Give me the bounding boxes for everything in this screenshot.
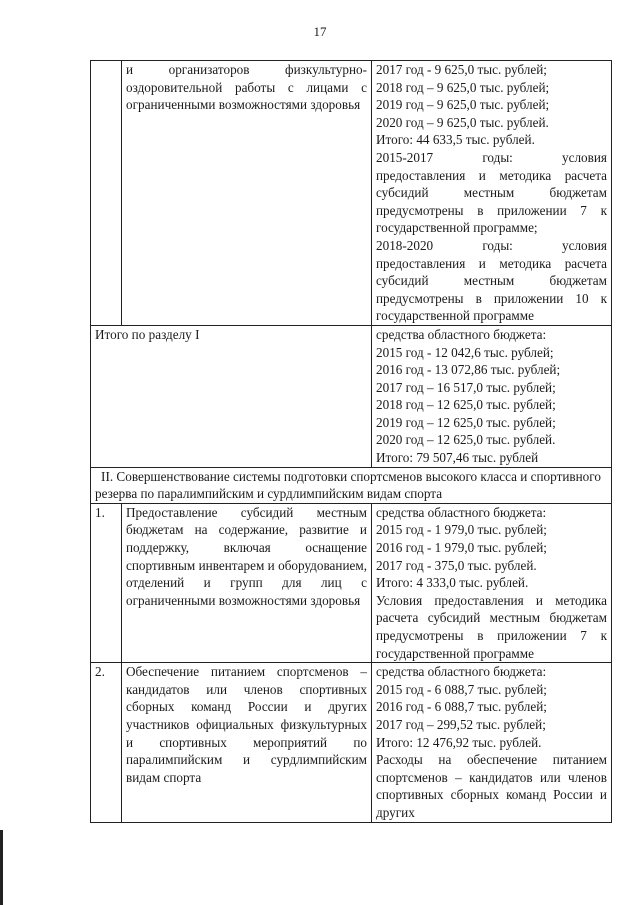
funding-list	[376, 326, 607, 467]
funding-line: 2016 год - 13 072,86 тыс. рублей;	[376, 362, 561, 378]
funding-list	[376, 663, 607, 751]
program-activities-table	[90, 60, 612, 823]
conditions-text: Условия предоставления и методика расчета субсидий местным бюджетам предусмотрены в приложении 7 к государственной программе	[376, 592, 607, 661]
page-number: 17	[313, 24, 327, 39]
funding-line: 2016 год - 6 088,7 тыс. рублей;	[376, 699, 547, 715]
funding-line: 2018 год – 12 625,0 тыс. рублей;	[376, 397, 556, 413]
table-row-section-total	[91, 325, 612, 467]
funding-line: 2018 год – 9 625,0 тыс. рублей;	[376, 79, 550, 95]
table-row	[91, 663, 612, 822]
funding-cell	[372, 61, 612, 326]
funding-line: 2017 год – 16 517,0 тыс. рублей;	[376, 379, 556, 395]
activity-description-cell	[122, 663, 372, 822]
funding-line: 2019 год – 9 625,0 тыс. рублей;	[376, 97, 550, 113]
funding-line: 2015 год - 12 042,6 тыс. рублей;	[376, 344, 554, 360]
conditions-text: 2018-2020 годы: условия предоставления и методика расчета субсидий местным бюджетам предусмотрены в приложении 10 к государственной программе	[376, 237, 607, 324]
conditions-text: 2015-2017 годы: условия предоставления и методика расчета субсидий местным бюджетам предусмотрены в приложении 7 к государственной программе;	[376, 149, 607, 236]
funding-line: 2015 год - 6 088,7 тыс. рублей;	[376, 681, 547, 697]
activity-description: Предоставление субсидий местным бюджетам на содержание, развитие и поддержку, включая оснащение спортивным инвентарем и оборудованием, отделений и групп для лиц с ограниченными возможностями здоровья	[126, 504, 367, 608]
row-number: 2.	[91, 663, 122, 822]
row-number-cell	[91, 61, 122, 326]
funding-total: Итого: 4 333,0 тыс. рублей.	[376, 575, 529, 591]
funding-source: средства областного бюджета:	[376, 326, 547, 342]
funding-line: 2016 год - 1 979,0 тыс. рублей;	[376, 540, 547, 556]
table-row	[91, 503, 612, 662]
funding-list	[376, 504, 607, 592]
funding-cell	[372, 663, 612, 822]
row-number: 1.	[91, 503, 122, 662]
funding-total: Итого: 79 507,46 тыс. рублей	[376, 450, 539, 466]
funding-line: 2020 год – 12 625,0 тыс. рублей.	[376, 432, 556, 448]
funding-cell	[372, 325, 612, 467]
funding-line: 2020 год – 9 625,0 тыс. рублей.	[376, 114, 549, 130]
table-row-continuation	[91, 61, 612, 326]
funding-cell	[372, 503, 612, 662]
funding-source: средства областного бюджета:	[376, 504, 547, 520]
section-total-label: Итого по разделу I	[91, 325, 372, 467]
table-row-section-heading	[91, 467, 612, 503]
funding-line: 2019 год – 12 625,0 тыс. рублей;	[376, 414, 556, 430]
activity-description-cell	[122, 503, 372, 662]
funding-line: 2017 год – 299,52 тыс. рублей;	[376, 716, 546, 732]
activity-description-cell	[122, 61, 372, 326]
funding-line: 2017 год - 375,0 тыс. рублей.	[376, 557, 537, 573]
activity-description: и организаторов физкультурно-оздоровительной работы с лицами с ограниченными возможностями здоровья	[126, 62, 367, 113]
expenses-text: Расходы на обеспечение питанием спортсменов – кандидатов или членов спортивных сборных команд России и других	[376, 752, 607, 820]
funding-total: Итого: 12 476,92 тыс. рублей.	[376, 734, 542, 750]
funding-source: средства областного бюджета:	[376, 664, 547, 680]
funding-total: Итого: 44 633,5 тыс. рублей.	[376, 132, 535, 148]
section-heading: II. Совершенствование системы подготовки спортсменов высокого класса и спортивного резерва по паралимпийским и сурдлимпийским видам спорта	[91, 467, 612, 503]
funding-line: 2017 год - 9 625,0 тыс. рублей;	[376, 62, 547, 77]
funding-line: 2015 год - 1 979,0 тыс. рублей;	[376, 522, 547, 538]
activity-description: Обеспечение питанием спортсменов – кандидатов или членов спортивных сборных команд России и других участников официальных физкультурных и спортивных мероприятий по паралимпийским и сурдлимпийским видам спорта	[126, 664, 367, 785]
funding-list	[376, 61, 607, 149]
scan-edge-mark	[0, 830, 3, 905]
